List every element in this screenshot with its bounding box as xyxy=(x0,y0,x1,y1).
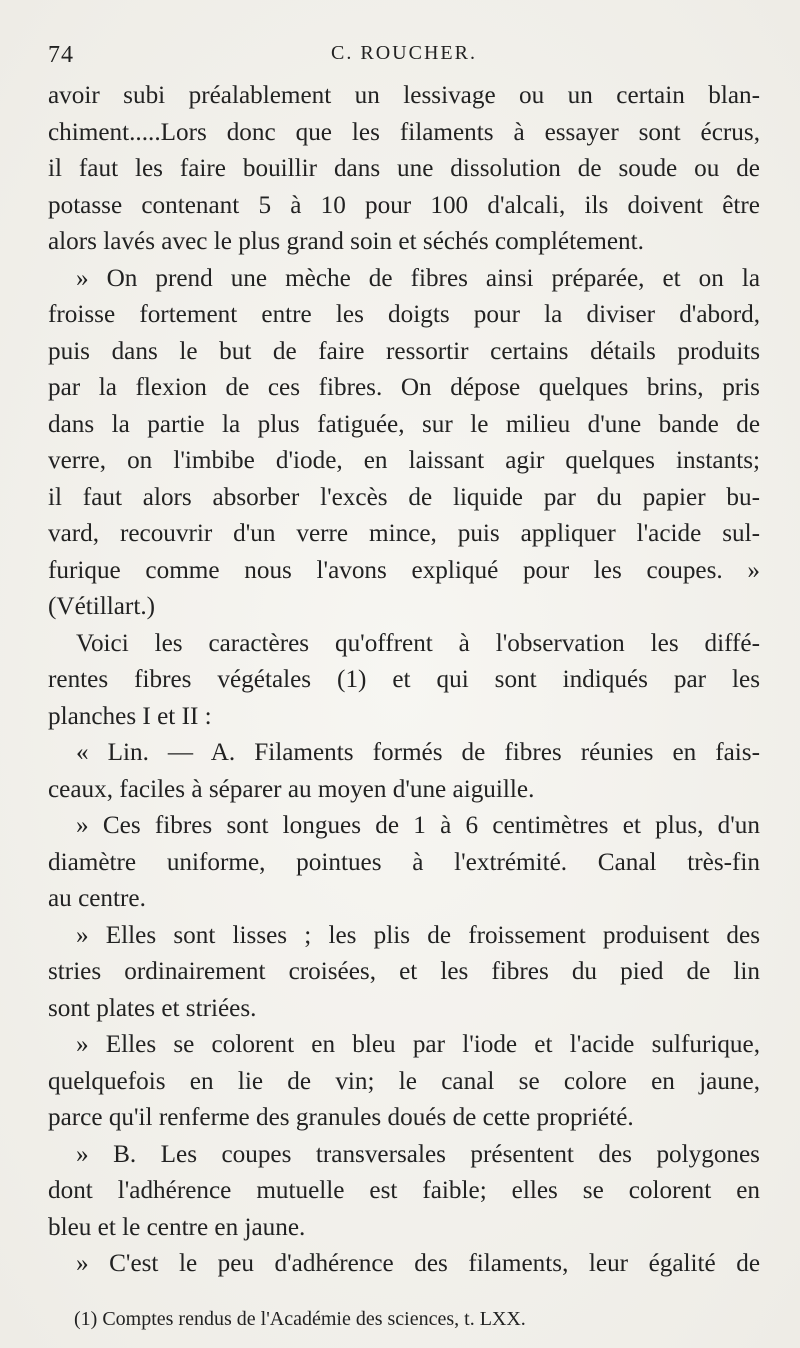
text-line: il faut alors absorber l'excès de liquide par du papier bu- xyxy=(48,483,760,511)
text-line: ceaux, faciles à séparer au moyen d'une aiguille. xyxy=(48,775,535,803)
text-line: vard, recouvrir d'un verre mince, puis appliquer l'acide sul- xyxy=(48,520,760,547)
text-line: dont l'adhérence mutuelle est faible; elles se colorent en xyxy=(48,1177,760,1204)
text-line: quelquefois en lie de vin; le canal se colore en jaune, xyxy=(48,1067,760,1095)
text-line: rentes fibres végétales (1) et qui sont indiqués par les xyxy=(48,666,760,693)
page-number: 74 xyxy=(48,42,74,68)
text-line: il faut les faire bouillir dans une dissolution de soude ou de xyxy=(48,155,760,182)
text-line: stries ordinairement croisées, et les fibres du pied de lin xyxy=(48,958,760,985)
text-line: « Lin. — A. Filaments formés de fibres réunies en fais- xyxy=(76,739,760,766)
text-line: » Elles se colorent en bleu par l'iode et l'acide sulfurique, xyxy=(76,1031,760,1058)
text-line: » C'est le peu d'adhérence des filaments, leur égalité de xyxy=(76,1250,760,1277)
text-line: au centre. xyxy=(48,885,146,912)
text-line: dans la partie la plus fatiguée, sur le milieu d'une bande de xyxy=(48,410,760,438)
text-line: chiment.....Lors donc que les filaments à essayer sont écrus, xyxy=(48,118,760,146)
running-header xyxy=(48,42,760,78)
text-line: bleu et le centre en jaune. xyxy=(48,1213,306,1241)
text-line: » Elles sont lisses ; les plis de froissement produisent des xyxy=(76,921,760,949)
text-line: » B. Les coupes transversales présentent des polygones xyxy=(76,1140,760,1168)
body-text xyxy=(48,78,760,1283)
text-line: » On prend une mèche de fibres ainsi préparée, et on la xyxy=(76,264,760,292)
text-line: avoir subi préalablement un lessivage ou un certain blan- xyxy=(48,82,760,109)
text-line: verre, on l'imbibe d'iode, en laissant agir quelques instants; xyxy=(48,447,760,474)
text-line: froisse fortement entre les doigts pour la diviser d'abord, xyxy=(48,301,760,328)
text-line: » Ces fibres sont longues de 1 à 6 centimètres et plus, d'un xyxy=(76,812,760,839)
text-line: par la flexion de ces fibres. On dépose quelques brins, pris xyxy=(48,374,760,401)
text-line: sont plates et striées. xyxy=(48,994,257,1022)
text-line: parce qu'il renferme des granules doués de cette propriété. xyxy=(48,1104,634,1131)
running-title: C. ROUCHER. xyxy=(331,42,477,64)
text-line: diamètre uniforme, pointues à l'extrémité. Canal très-fin xyxy=(48,848,760,876)
text-line: (Vétillart.) xyxy=(48,593,155,620)
text-line: alors lavés avec le plus grand soin et séchés complétement. xyxy=(48,228,644,255)
text-line: puis dans le but de faire ressortir certains détails produits xyxy=(48,337,760,365)
text-line: Voici les caractères qu'offrent à l'observation les diffé- xyxy=(76,629,760,657)
text-line: furique comme nous l'avons expliqué pour les coupes. » xyxy=(48,556,760,584)
text-line: planches I et II : xyxy=(48,702,212,730)
footnote: (1) Comptes rendus de l'Académie des sciences, t. LXX. xyxy=(74,1308,526,1330)
text-line: potasse contenant 5 à 10 pour 100 d'alcali, ils doivent être xyxy=(48,191,760,219)
